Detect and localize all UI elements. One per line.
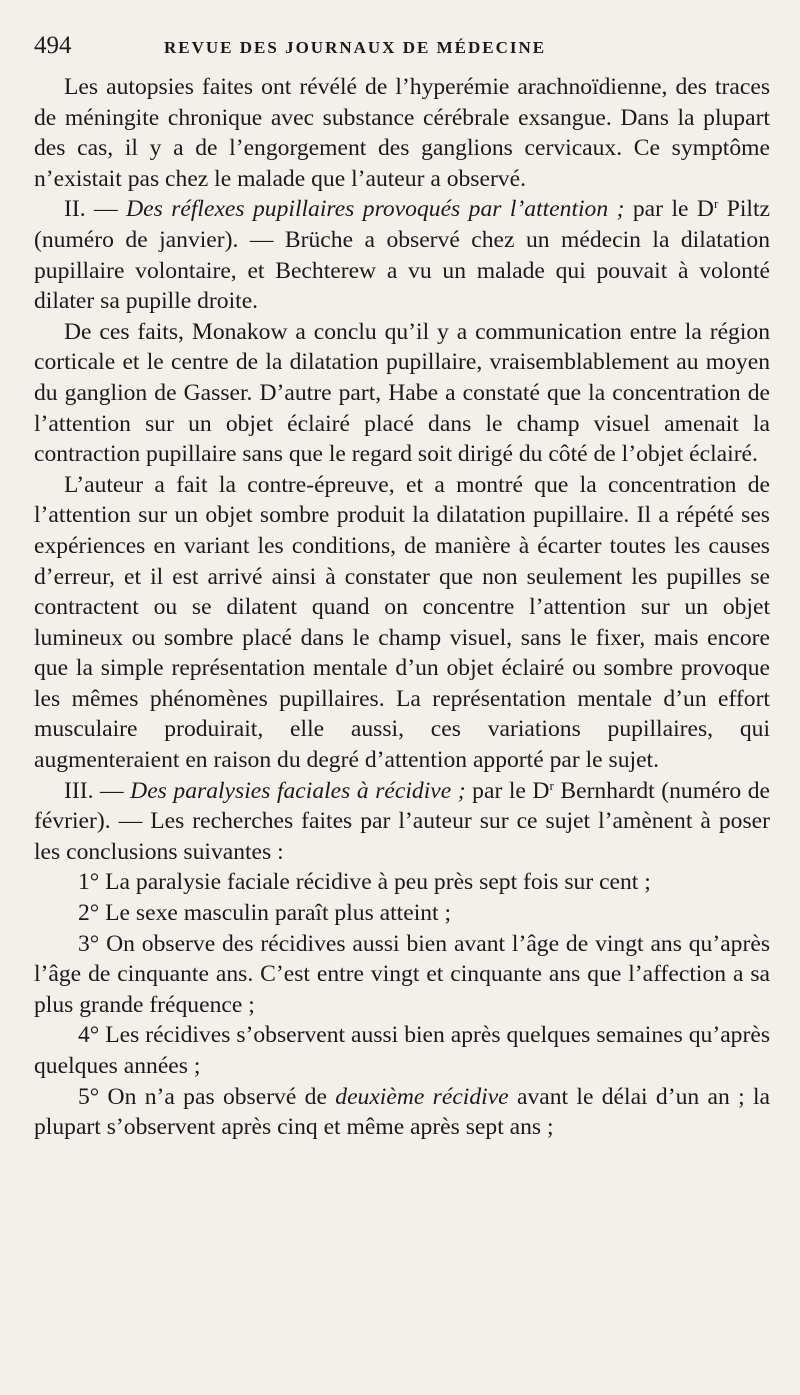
list-emphasis: deuxième récidive	[335, 1083, 509, 1110]
list-text: Le sexe masculin paraît plus atteint ;	[99, 900, 452, 927]
page-header	[34, 32, 770, 72]
section-number: II. —	[64, 196, 127, 223]
list-text: La paralysie faciale récidive à peu près sept fois sur cent ;	[99, 869, 651, 896]
article-body	[34, 72, 770, 1143]
paragraph-autopsies: Les autopsies faites ont révélé de l’hyperémie arachnoïdienne, des traces de méningite chronique avec substance cérébrale exsangue. Dans la plupart des cas, il y a de l’engorgement des ganglions cervicaux. Ce symptôme n’existait pas chez le malade que l’auteur a observé.	[34, 74, 770, 192]
list-item	[34, 898, 770, 929]
list-text: On observe des récidives aussi bien avant l’âge de vingt ans qu’après l’âge de cinquante ans. C’est entre vingt et cinquante ans que l’affection a sa plus grande fréquence ;	[34, 930, 770, 1018]
section-text: Piltz (numéro de janvier). — Brüche a observé chez un médecin la dilatation pupillaire volontaire, et Bechterew a vu un malade qui pouvait à volonté dilater sa pupille droite.	[34, 196, 770, 315]
list-text: On n’a pas observé de	[99, 1083, 336, 1110]
section-title: Des réflexes pupillaires provoqués par l’attention ;	[126, 196, 625, 223]
section-title: Des paralysies faciales à récidive ;	[130, 777, 466, 804]
list-marker: 2°	[78, 900, 100, 927]
list-text: avant le délai d’un an ; la plupart s’observent après cinq et même après sept ans ;	[34, 1083, 771, 1141]
list-marker: 5°	[78, 1083, 100, 1110]
list-item	[34, 1082, 770, 1143]
superscript: r	[549, 777, 554, 793]
list-marker: 4°	[78, 1022, 100, 1049]
list-item	[34, 867, 770, 898]
list-item	[34, 1020, 770, 1081]
superscript: r	[713, 196, 719, 212]
list-marker: 3°	[78, 930, 100, 957]
paragraph-section-iii	[34, 776, 770, 868]
section-text: Bernhardt (numéro de février). — Les recherches faites par l’auteur sur ce sujet l’amènent à poser les conclusions suivantes :	[34, 777, 770, 865]
paragraph-contre-epreuve: L’auteur a fait la contre-épreuve, et a montré que la concentration de l’attention sur un objet sombre produit la dilatation pupillaire. Il a répété ses expériences en variant les conditions, de manière à écarter toutes les causes d’erreur, et il est arrivé ainsi à constater que non seulement les pupilles se contractent ou se dilatent quand on concentre l’attention sur un objet lumineux ou sombre placé dans le champ visuel, sans le fixer, mais encore que la simple représentation mentale d’un objet éclairé ou sombre provoque les mêmes phénomènes pupillaires. La représentation mentale d’un effort musculaire produirait, elle aussi, ces variations pupillaires, qui augmenteraient en raison du degré d’attention apporté par le sujet.	[34, 471, 770, 774]
section-number: III. —	[64, 777, 131, 804]
page-number: 494	[34, 32, 72, 59]
list-text: Les récidives s’observent aussi bien après quelques semaines qu’après quelques années ;	[34, 1022, 770, 1079]
running-head: REVUE DES JOURNAUX DE MÉDECINE	[164, 38, 547, 57]
list-item	[34, 929, 770, 1021]
author-prefix: par le D	[624, 196, 714, 223]
paragraph-section-ii	[34, 194, 770, 316]
author-prefix: par le D	[465, 777, 550, 804]
paragraph-monakow: De ces faits, Monakow a conclu qu’il y a communication entre la région corticale et le centre de la dilatation pupillaire, vraisemblablement au moyen du ganglion de Gasser. D’autre part, Habe a constaté que la concentration de l’attention sur un objet éclairé placé dans le champ visuel amenait la contraction pupillaire sans que le regard soit dirigé du côté de l’objet éclairé.	[34, 318, 770, 468]
list-marker: 1°	[78, 869, 100, 896]
